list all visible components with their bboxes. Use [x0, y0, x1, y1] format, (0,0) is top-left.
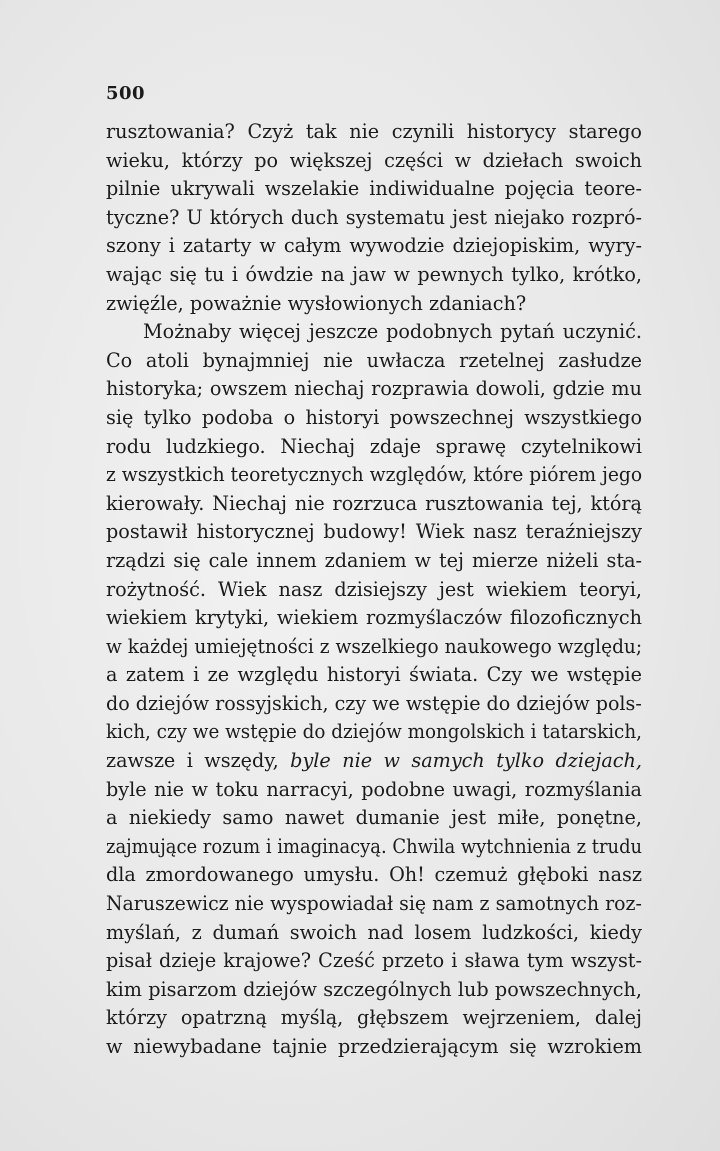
- text-line: wając się tu i ówdzie na jaw w pewnych tylko, krótko,: [106, 262, 642, 286]
- text-line: byle nie w toku narracyi, podobne uwagi, rozmyślania: [106, 777, 642, 801]
- text-line: postawił historycznej budowy! Wiek nasz teraźniejszy: [106, 520, 642, 544]
- text-line-emphasis: byle nie w samych tylko dziejach,: [290, 749, 643, 773]
- text-line: rusztowania? Czyż tak nie czynili historycy starego: [106, 120, 642, 143]
- text-line: a niekiedy samo nawet dumanie jest miłe, ponętne,: [106, 806, 642, 830]
- text-line: kich, czy we wstępie do dziejów mongolskich i tatarskich,: [106, 720, 642, 744]
- text-line: do dziejów rossyjskich, czy we wstępie do dziejów pols-: [106, 691, 642, 715]
- text-line: kim pisarzom dziejów szczególnych lub powszechnych,: [106, 977, 642, 1001]
- text-line-plain: zawsze i wszędy,: [106, 749, 291, 773]
- text-line: Możnaby więcej jeszcze podobnych pytań uczynić.: [143, 320, 642, 344]
- text-line: kierowały. Niechaj nie rozrzuca rusztowania tej, którą: [106, 491, 642, 515]
- text-line: wieku, którzy po większej części w dziełach swoich: [106, 148, 642, 172]
- text-line: pisał dzieje krajowe? Cześć przeto i sława tym wszyst-: [106, 949, 642, 973]
- text-line: w każdej umiejętności z wszelkiego naukowego względu;: [106, 634, 643, 658]
- text-line: w niewybadane tajnie przedzierającym się wzrokiem: [106, 1035, 642, 1058]
- text-line: a zatem i ze względu historyi świata. Czy we wstępie: [106, 663, 642, 687]
- text-line: szony i zatarty w całym wywodzie dziejopiskim, wyry-: [106, 234, 642, 258]
- text-line: rożytność. Wiek nasz dzisiejszy jest wiekiem teoryi,: [106, 577, 642, 601]
- text-line: pilnie ukrywali wszelakie indiwidualne pojęcia teore-: [106, 177, 642, 201]
- text-line: rządzi się cale innem zdaniem w tej mierze niżeli sta-: [106, 548, 642, 572]
- text-line: myślań, z dumań swoich nad losem ludzkości, kiedy: [106, 920, 642, 944]
- text-line: zwięźle, poważnie wysłowionych zdaniach?: [106, 291, 527, 315]
- text-line: [106, 747, 642, 776]
- text-line: tyczne? U których duch systematu jest niejako rozpró-: [106, 205, 642, 229]
- text-line: którzy opatrzną myślą, głębszem wejrzeniem, dalej: [106, 1006, 642, 1030]
- text-line: zajmujące rozum i imaginacyą. Chwila wytchnienia z trudu: [106, 834, 643, 858]
- body-text: [106, 118, 642, 1062]
- text-line: Naruszewicz nie wyspowiadał się nam z samotnych roz-: [106, 892, 642, 916]
- text-line: historyka; owszem niechaj rozprawia dowoli, gdzie mu: [106, 377, 642, 401]
- text-line: Co atoli bynajmniej nie uwłacza rzetelnej zasłudze: [106, 348, 642, 372]
- page-number: 500: [106, 83, 146, 104]
- text-line: wiekiem krytyki, wiekiem rozmyślaczów filozoficznych: [106, 606, 642, 630]
- text-line: się tylko podoba o historyi powszechnej wszystkiego: [106, 405, 642, 429]
- text-line: rodu ludzkiego. Niechaj zdaje sprawę czytelnikowi: [106, 434, 642, 458]
- text-line: z wszystkich teoretycznych względów, które piórem jego: [106, 463, 643, 487]
- text-line: dla zmordowanego umysłu. Oh! czemuż głęboki nasz: [106, 863, 642, 887]
